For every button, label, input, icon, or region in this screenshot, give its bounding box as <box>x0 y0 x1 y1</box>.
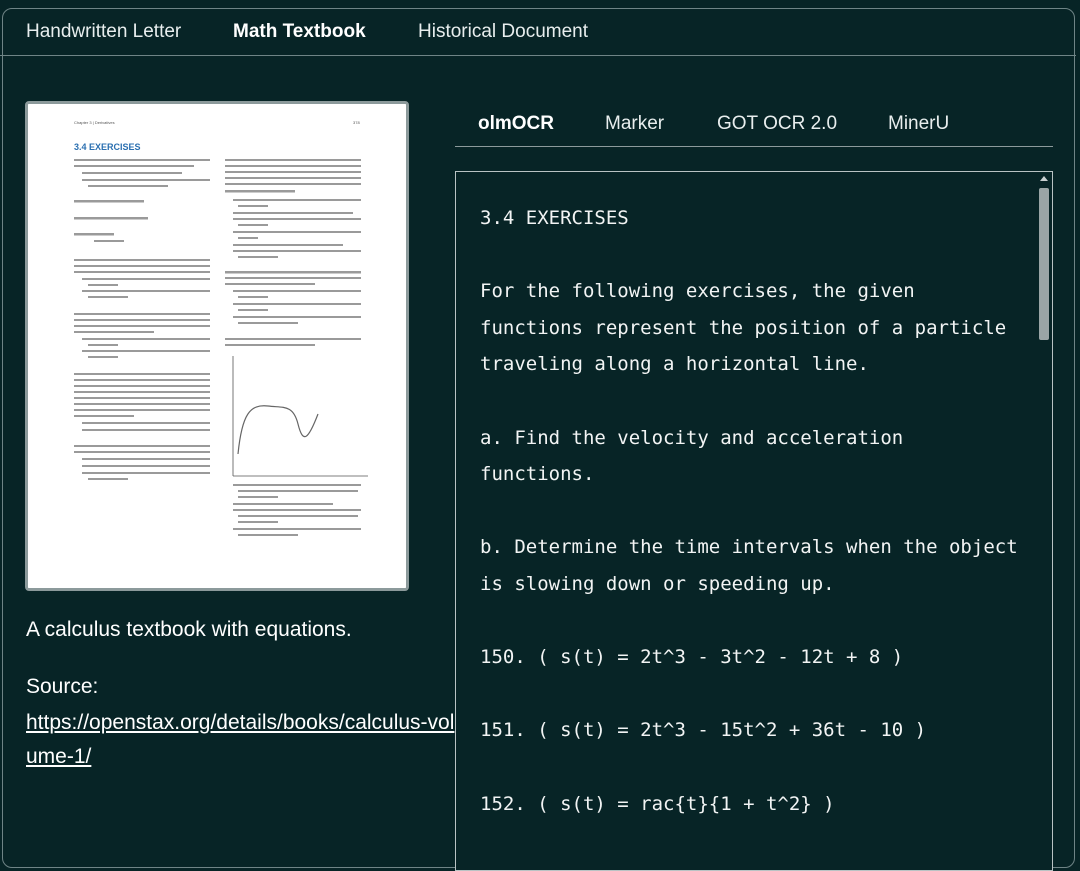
scrollbar-thumb[interactable] <box>1039 188 1049 340</box>
output-blank-line <box>480 676 1025 713</box>
output-line: 150. ( s(t) = 2t^3 - 3t^2 - 12t + 8 ) <box>480 646 904 669</box>
preview-header-right: 378 <box>353 120 360 125</box>
tab-olmocr[interactable]: olmOCR <box>478 113 554 134</box>
output-line: 3.4 EXERCISES <box>480 207 629 229</box>
tab-mineru[interactable]: MinerU <box>888 113 950 134</box>
document-tabs <box>0 8 1076 56</box>
output-blank-line <box>480 603 1025 640</box>
source-label: Source: <box>26 675 99 698</box>
output-line: 151. ( s(t) = 2t^3 - 15t^2 + 36t - 10 ) <box>480 719 927 742</box>
tab-got-ocr[interactable]: GOT OCR 2.0 <box>717 113 838 134</box>
ocr-output-text <box>480 200 1030 822</box>
source-link[interactable]: https://openstax.org/details/books/calculus-volume-1/ <box>26 711 455 768</box>
output-line: For the following exercises, the given functions represent the position of a particle traveling along a horizontal line. <box>480 280 1018 376</box>
document-caption: A calculus textbook with equations. <box>26 618 352 641</box>
output-line: 152. ( s(t) = rac{t}{1 + t^2} ) <box>480 792 835 815</box>
tab-math-textbook[interactable]: Math Textbook <box>233 21 366 42</box>
tab-marker[interactable]: Marker <box>605 113 665 134</box>
tab-historical-document[interactable]: Historical Document <box>418 21 588 42</box>
ocr-output-panel[interactable] <box>455 171 1053 871</box>
output-blank-line <box>480 383 1025 420</box>
output-line: b. Determine the time intervals when the object is slowing down or speeding up. <box>480 536 1030 595</box>
tab-handwritten-letter[interactable]: Handwritten Letter <box>26 21 182 42</box>
document-preview-image <box>25 101 409 591</box>
model-tabs <box>455 100 1053 147</box>
output-blank-line <box>480 749 1025 786</box>
output-line: a. Find the velocity and acceleration functions. <box>480 426 915 486</box>
preview-heading: 3.4 EXERCISES <box>74 142 141 152</box>
preview-header-left: Chapter 3 | Derivatives <box>74 120 115 125</box>
output-scrollbar[interactable] <box>1036 172 1052 870</box>
preview-right-column-bottom <box>233 484 361 536</box>
output-blank-line <box>480 237 1025 274</box>
scroll-up-arrow-icon[interactable] <box>1040 176 1048 181</box>
textbook-page-thumbnail <box>28 104 406 588</box>
output-blank-line <box>480 493 1025 530</box>
